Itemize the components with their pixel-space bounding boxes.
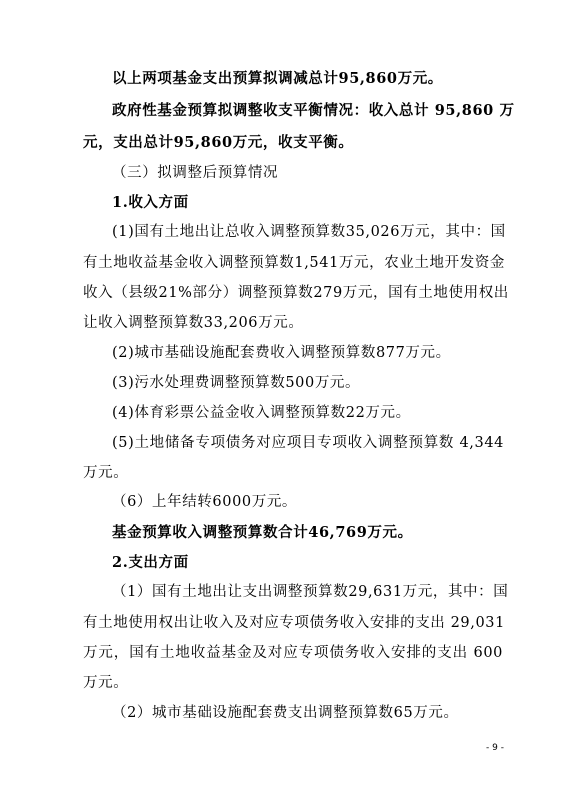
paragraph-line: 有土地使用权出让收入及对应专项债务收入安排的支出 29,031 [83,615,505,631]
paragraph-line: 让收入调整预算数33,206万元。 [83,315,304,331]
subsection-heading: 1.收入方面 [112,194,189,211]
summary-line: 基金预算收入调整预算数合计46,769万元。 [112,524,413,541]
paragraph-line: (4)体育彩票公益金收入调整预算数22万元。 [112,405,411,421]
paragraph-line: 收入（县级21%部分）调整预算数279万元，国有土地使用权出 [83,285,509,301]
paragraph-line: (3)污水处理费调整预算数500万元。 [112,375,361,391]
subsection-heading: 2.支出方面 [112,554,189,571]
section-heading: （三）拟调整后预算情况 [112,165,279,181]
paragraph-line: 万元。 [83,675,129,691]
paragraph-line: (1)国有土地出让总收入调整预算数35,026万元，其中：国 [112,224,506,240]
paragraph-line: （2）城市基础设施配套费支出调整预算数65万元。 [112,705,459,721]
paragraph-line: (5)土地储备专项债务对应项目专项收入调整预算数 4,344 [112,435,504,451]
page-number: - 9 - [486,743,504,753]
paragraph-line: 以上两项基金支出预算拟调减总计95,860万元。 [112,70,443,87]
paragraph-line: （6）上年结转6000万元。 [112,494,298,510]
paragraph-line: 政府性基金预算拟调整收支平衡情况：收入总计 95,860 万 [112,102,515,119]
paragraph-line: (2)城市基础设施配套费收入调整预算数877万元。 [112,345,451,361]
paragraph-line: （1）国有土地出让支出调整预算数29,631万元，其中：国 [112,584,509,600]
paragraph-line: 有土地收益基金收入调整预算数1,541万元，农业土地开发资金 [83,255,506,271]
paragraph-line: 万元，国有土地收益基金及对应专项债务收入安排的支出 600 [83,645,503,661]
paragraph-line: 万元。 [83,465,129,481]
paragraph-line: 元，支出总计95,860万元，收支平衡。 [83,134,354,151]
